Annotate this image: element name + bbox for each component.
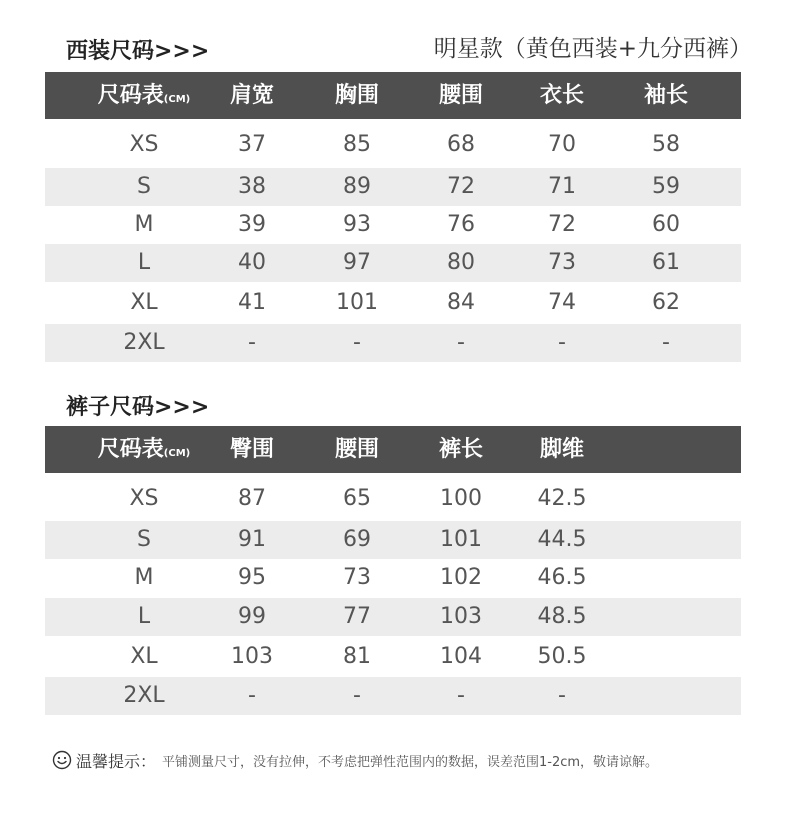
header-size-chart-label: 尺码表 [97, 83, 164, 108]
measure-cell: 74 [548, 290, 576, 315]
measure-cell: 39 [238, 212, 266, 237]
measure-cell: 101 [336, 290, 378, 315]
measure-cell: - [457, 683, 465, 708]
measure-cell: 58 [652, 132, 680, 157]
measure-cell: 46.5 [537, 565, 587, 590]
column-header: 腰围 [438, 83, 484, 108]
measure-cell: 89 [343, 174, 371, 199]
measure-cell: 69 [343, 527, 371, 552]
measure-cell: 76 [447, 212, 475, 237]
header-unit: (CM) [163, 94, 191, 105]
table-row [45, 677, 741, 715]
measure-cell: 68 [447, 132, 475, 157]
measure-cell: - [248, 683, 256, 708]
table-row [45, 559, 741, 597]
measure-cell: 72 [548, 212, 576, 237]
suit-size-title: 西装尺码>>> [66, 39, 210, 64]
measure-cell: 104 [440, 644, 482, 669]
column-header: 臀围 [229, 437, 275, 462]
pants-size-title: 裤子尺码>>> [66, 395, 210, 420]
pants-size-table [45, 426, 741, 715]
table-row [45, 284, 741, 322]
measure-cell: 101 [440, 527, 482, 552]
table-row [45, 598, 741, 636]
size-cell: 2XL [123, 683, 165, 708]
table-row [45, 480, 741, 518]
table-row [45, 638, 741, 676]
size-cell: M [134, 212, 154, 237]
measure-cell: 100 [440, 486, 482, 511]
measure-cell: 50.5 [537, 644, 587, 669]
column-header: 胸围 [334, 83, 380, 108]
size-cell: S [137, 174, 151, 199]
size-cell: S [137, 527, 151, 552]
measure-cell: 84 [447, 290, 475, 315]
size-cell: L [137, 604, 151, 629]
measure-cell: 70 [548, 132, 576, 157]
measure-cell: 77 [343, 604, 371, 629]
measure-cell: 73 [548, 250, 576, 275]
measure-cell: - [558, 683, 566, 708]
column-header: 腰围 [334, 437, 380, 462]
measure-cell: 87 [238, 486, 266, 511]
table-header [45, 72, 741, 119]
measure-cell: 93 [343, 212, 371, 237]
measure-cell: 40 [238, 250, 266, 275]
measure-cell: - [353, 683, 361, 708]
column-header: 裤长 [438, 437, 484, 462]
measure-cell: - [248, 330, 256, 355]
smiley-icon [52, 750, 72, 770]
measure-cell: 80 [447, 250, 475, 275]
size-cell: L [137, 250, 151, 275]
measure-cell: 61 [652, 250, 680, 275]
measure-cell: 65 [343, 486, 371, 511]
measure-cell: 95 [238, 565, 266, 590]
table-row [45, 206, 741, 244]
measure-cell: 41 [238, 290, 266, 315]
measure-cell: 97 [343, 250, 371, 275]
measure-cell: 99 [238, 604, 266, 629]
size-cell: XL [130, 644, 158, 669]
column-header: 肩宽 [229, 83, 275, 108]
measure-cell: 72 [447, 174, 475, 199]
measure-cell: - [558, 330, 566, 355]
size-cell: XL [130, 290, 158, 315]
measure-cell: 48.5 [537, 604, 587, 629]
size-cell: 2XL [123, 330, 165, 355]
suit-size-table [45, 72, 741, 362]
measure-cell: 91 [238, 527, 266, 552]
measure-cell: - [662, 330, 670, 355]
measure-cell: 71 [548, 174, 576, 199]
measure-cell: 85 [343, 132, 371, 157]
column-header: 脚维 [539, 437, 585, 462]
header-unit: (CM) [163, 448, 191, 459]
measure-cell: - [457, 330, 465, 355]
column-header: 袖长 [643, 83, 689, 108]
measure-cell: 60 [652, 212, 680, 237]
measure-cell: 44.5 [537, 527, 587, 552]
header-size-chart [98, 426, 190, 473]
header-size-chart-label: 尺码表 [97, 437, 164, 462]
measure-cell: 59 [652, 174, 680, 199]
size-cell: XS [129, 486, 159, 511]
measure-cell: 38 [238, 174, 266, 199]
size-cell: M [134, 565, 154, 590]
column-header: 衣长 [539, 83, 585, 108]
suit-style-subtitle: 明星款（黄色西装+九分西裤） [433, 36, 752, 62]
size-cell: XS [129, 132, 159, 157]
measure-cell: 102 [440, 565, 482, 590]
measure-cell: 62 [652, 290, 680, 315]
tip-label: 温馨提示： [76, 751, 157, 771]
header-size-chart [98, 72, 190, 119]
table-row [45, 324, 741, 362]
table-row [45, 244, 741, 282]
measure-cell: 103 [440, 604, 482, 629]
table-row [45, 168, 741, 206]
tip-note [52, 748, 658, 772]
measure-cell: 42.5 [537, 486, 587, 511]
table-header [45, 426, 741, 473]
tip-text: 平铺测量尺寸，没有拉伸，不考虑把弹性范围内的数据，误差范围1-2cm，敬请谅解。 [162, 754, 659, 770]
measure-cell: 81 [343, 644, 371, 669]
measure-cell: 73 [343, 565, 371, 590]
measure-cell: - [353, 330, 361, 355]
table-row [45, 126, 741, 164]
table-row [45, 521, 741, 559]
measure-cell: 37 [238, 132, 266, 157]
measure-cell: 103 [231, 644, 273, 669]
